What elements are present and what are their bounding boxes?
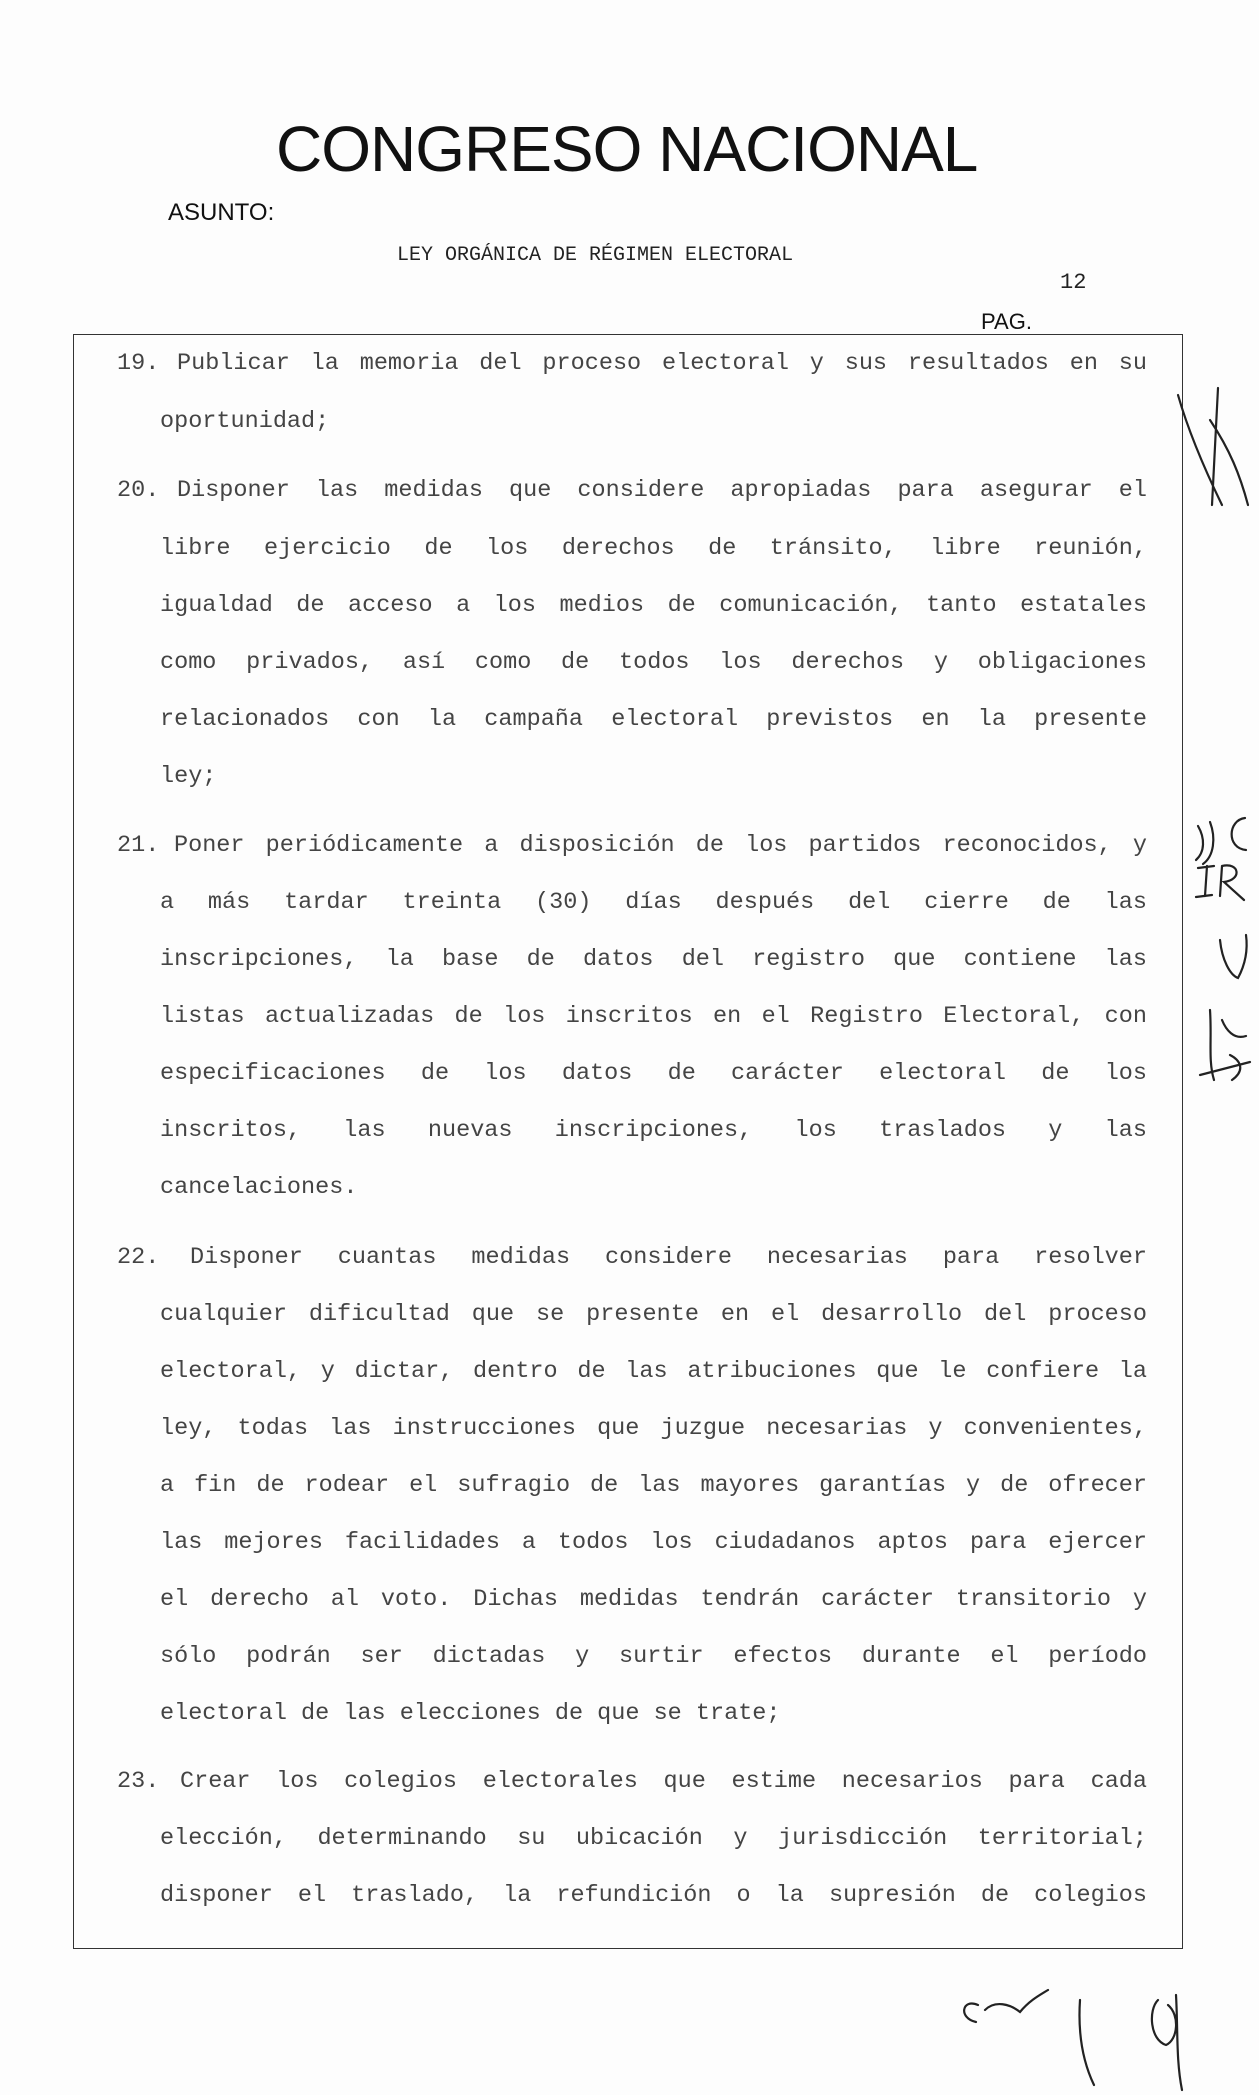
- margin-note-jjc: [1196, 818, 1246, 864]
- asunto-label: ASUNTO:: [168, 199, 275, 226]
- document-subject: LEY ORGÁNICA DE RÉGIMEN ELECTORAL: [397, 244, 794, 267]
- initial-mark-top: [1178, 388, 1248, 505]
- item-line: el derecho al voto. Dichas medidas tendrán carácter transitorio y: [160, 1586, 1147, 1613]
- item-number: 20.: [117, 477, 160, 504]
- item-line: especificaciones de los datos de carácter electoral de los: [160, 1060, 1147, 1087]
- item-line: ley, todas las instrucciones que juzgue necesarias y convenientes,: [160, 1415, 1147, 1442]
- item-line: relacionados con la campaña electoral previstos en la presente: [160, 706, 1147, 733]
- item-line: a fin de rodear el sufragio de las mayores garantías y de ofrecer: [160, 1472, 1147, 1499]
- item-line: igualdad de acceso a los medios de comunicación, tanto estatales: [160, 592, 1147, 619]
- item-number: 23.: [117, 1768, 160, 1795]
- item-line: cancelaciones.: [160, 1174, 358, 1201]
- item-line: cualquier dificultad que se presente en el desarrollo del proceso: [160, 1301, 1147, 1328]
- bottom-signature-right: [1152, 1995, 1182, 2090]
- item-line: a más tardar treinta (30) días después del cierre de las: [160, 889, 1147, 916]
- item-line: libre ejercicio de los derechos de tránsito, libre reunión,: [160, 535, 1147, 562]
- item-line: inscripciones, la base de datos del registro que contiene las: [160, 946, 1147, 973]
- item-line: Disponer las medidas que considere apropiadas para asegurar el: [177, 477, 1147, 504]
- page-label: PAG.: [981, 309, 1032, 334]
- item-line: electoral de las elecciones de que se trate;: [160, 1700, 781, 1727]
- item-line: Disponer cuantas medidas considere necesarias para resolver: [190, 1244, 1147, 1271]
- item-number: 19.: [117, 350, 160, 377]
- bottom-signature-left: [964, 1990, 1094, 2085]
- item-line: Crear los colegios electorales que estime necesarios para cada: [180, 1768, 1147, 1795]
- item-line: las mejores facilidades a todos los ciudadanos aptos para ejercer: [160, 1529, 1147, 1556]
- item-number: 22.: [117, 1244, 160, 1271]
- margin-v-mark: [1220, 935, 1247, 978]
- letterhead-title: CONGRESO NACIONAL: [276, 113, 978, 185]
- margin-note-ir: [1196, 865, 1244, 900]
- item-line: oportunidad;: [160, 408, 330, 435]
- item-line: electoral, y dictar, dentro de las atribuciones que le confiere la: [160, 1358, 1147, 1385]
- item-line: elección, determinando su ubicación y jurisdicción territorial;: [160, 1825, 1147, 1852]
- item-line: ley;: [160, 763, 217, 790]
- item-line: Publicar la memoria del proceso electoral y sus resultados en su: [177, 350, 1147, 377]
- item-line: listas actualizadas de los inscritos en el Registro Electoral, con: [160, 1003, 1147, 1030]
- item-line: sólo podrán ser dictadas y surtir efectos durante el período: [160, 1643, 1147, 1670]
- page-number: 12: [1060, 270, 1087, 295]
- item-line: disponer el traslado, la refundición o la supresión de colegios: [160, 1882, 1147, 1909]
- item-line: Poner periódicamente a disposición de los partidos reconocidos, y: [174, 832, 1147, 859]
- item-line: como privados, así como de todos los derechos y obligaciones: [160, 649, 1147, 676]
- item-line: inscritos, las nuevas inscripciones, los traslados y las: [160, 1117, 1147, 1144]
- margin-signature: [1200, 1010, 1250, 1080]
- item-number: 21.: [117, 832, 160, 859]
